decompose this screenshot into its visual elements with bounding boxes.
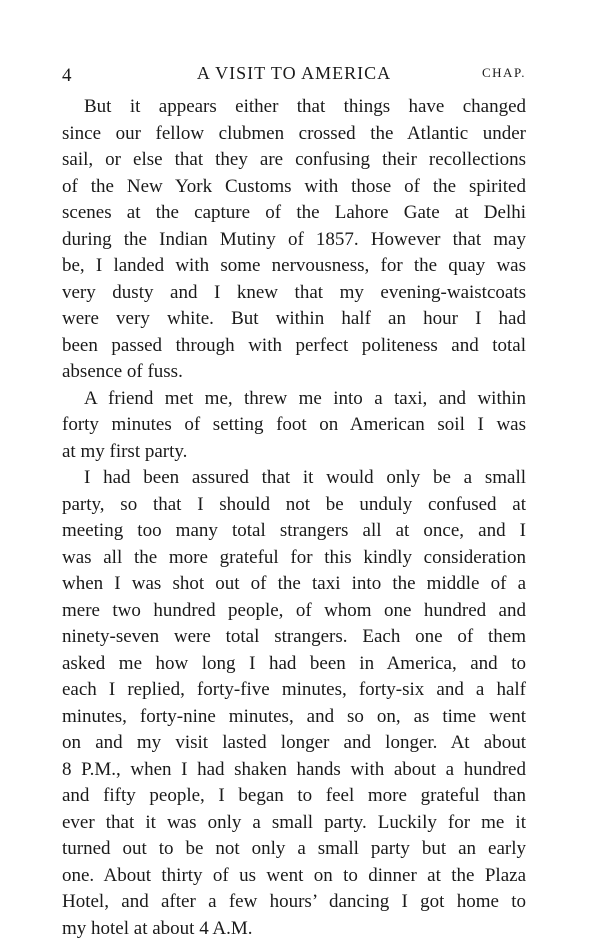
text-line: my hotel at about 4 A.M. [62, 916, 526, 942]
text-line: at my first party. [62, 439, 526, 466]
text-line: Hotel, and after a few hours’ dancing I got home to [62, 889, 526, 916]
text-line: when I was shot out of the taxi into the middle of a [62, 571, 526, 598]
text-line: asked me how long I had been in America, and to [62, 651, 526, 678]
text-line: and fifty people, I began to feel more grateful than [62, 783, 526, 810]
paragraph [62, 386, 526, 466]
text-line: been passed through with perfect politeness and total [62, 333, 526, 360]
text-line: one. About thirty of us went on to dinner at the Plaza [62, 863, 526, 890]
text-line: But it appears either that things have changed [62, 94, 526, 121]
text-line: be, I landed with some nervousness, for the quay was [62, 253, 526, 280]
running-head [62, 63, 526, 89]
text-line: ninety-seven were total strangers. Each one of them [62, 624, 526, 651]
paragraph [62, 94, 526, 386]
text-line: on and my visit lasted longer and longer. At about [62, 730, 526, 757]
text-line: were very white. But within half an hour I had [62, 306, 526, 333]
text-line: minutes, forty-nine minutes, and so on, as time went [62, 704, 526, 731]
text-line: absence of fuss. [62, 359, 526, 386]
text-line: A friend met me, threw me into a taxi, and within [62, 386, 526, 413]
text-line: I had been assured that it would only be a small [62, 465, 526, 492]
text-line: turned out to be not only a small party but an early [62, 836, 526, 863]
text-line: meeting too many total strangers all at once, and I [62, 518, 526, 545]
text-line: party, so that I should not be unduly confused at [62, 492, 526, 519]
text-line: mere two hundred people, of whom one hundred and [62, 598, 526, 625]
running-title: A VISIT TO AMERICA [62, 63, 526, 84]
text-line: scenes at the capture of the Lahore Gate at Delhi [62, 200, 526, 227]
text-line: sail, or else that they are confusing their recollections [62, 147, 526, 174]
text-line: during the Indian Mutiny of 1857. However that may [62, 227, 526, 254]
running-section-label: CHAP. [482, 65, 526, 81]
text-line: very dusty and I knew that my evening-waistcoats [62, 280, 526, 307]
text-line: was all the more grateful for this kindly consideration [62, 545, 526, 572]
body-text [62, 94, 526, 942]
paragraph [62, 465, 526, 942]
text-line: ever that it was only a small party. Luckily for me it [62, 810, 526, 837]
text-line: since our fellow clubmen crossed the Atlantic under [62, 121, 526, 148]
page-number: 4 [62, 65, 72, 87]
text-line: of the New York Customs with those of the spirited [62, 174, 526, 201]
text-line: 8 P.M., when I had shaken hands with about a hundred [62, 757, 526, 784]
text-line: each I replied, forty-five minutes, forty-six and a half [62, 677, 526, 704]
text-line: forty minutes of setting foot on American soil I was [62, 412, 526, 439]
